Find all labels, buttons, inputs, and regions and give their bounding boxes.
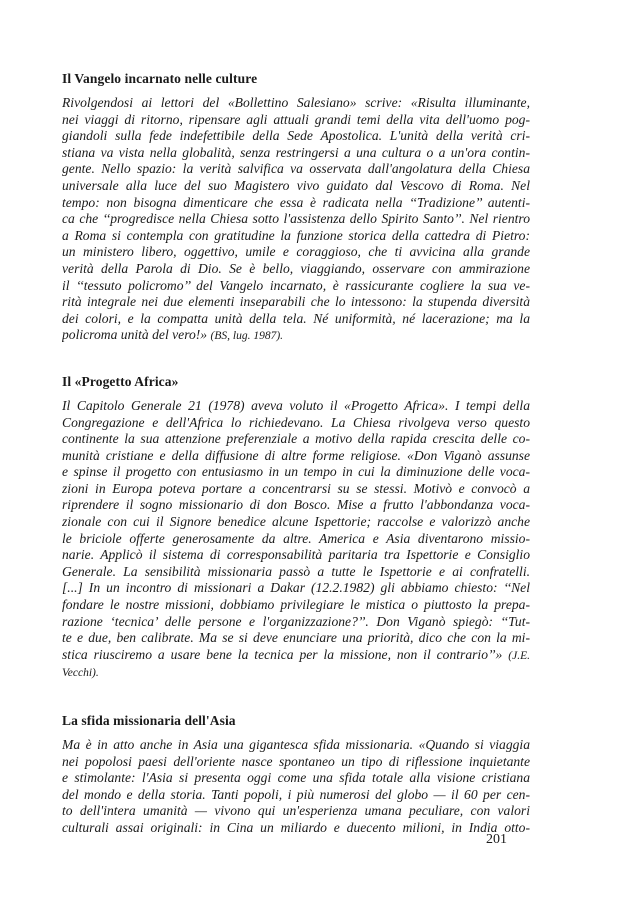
text-line: tempo: non bisogna dimenticare che essa è radicata nella ‘‘Tradizione’’ autenti- — [62, 194, 530, 210]
text-line: te e due, ben calibrate. Ma se si deve enunciare una priorità, dico che con la mi- — [62, 630, 530, 646]
text-line: zioni in Europa poteva portare a concentrarsi su se stessi. Motivò e convocò a — [62, 480, 530, 496]
section-vangelo-incarnato — [62, 70, 530, 345]
text-line: stiana va vista nella globalità, senza restringersi a una cultura o a un'ora contin- — [62, 144, 530, 160]
text-line: munità cristiane e della diffusione di altre forme religiose. «Don Viganò assunse — [62, 447, 530, 463]
page-body — [62, 70, 530, 837]
text-line: razione ‘tecnica’ delle persone e l'organizzazione?’’. Don Viganò spiegò: ‘‘Tut- — [62, 613, 530, 629]
section-paragraph — [62, 737, 530, 837]
text-line: Ma è in atto anche in Asia una gigantesca sfida missionaria. «Quando si viaggia — [62, 737, 530, 752]
section-progetto-africa — [62, 373, 530, 682]
text-line-body: stica riusciremo a usare bene la tecnica per la missione, non il contrario’’» — [62, 646, 503, 662]
text-line: gente. Nello spazio: la verità salvifica va osservata dall'angolatura della Chiesa — [62, 161, 530, 177]
text-line: e spinse il progetto con entusiasmo in un tempo in cui la diminuzione delle voca- — [62, 464, 530, 480]
text-line: nei viaggi di ritorno, ripensare agli attuali grandi temi della vita dell'uomo pog- — [62, 111, 530, 127]
text-line: Rivolgendosi ai lettori del «Bollettino Salesiano» scrive: «Risulta illuminante, — [62, 95, 530, 110]
text-line: continente la sua attenzione preferenziale a motivo della rapida crescita delle co- — [62, 431, 530, 447]
text-line: nei popolosi paesi dell'oriente nasce spontaneo un tipo di riflessione inquietante — [62, 753, 530, 769]
text-line: [...] In un incontro di missionari a Dakar (12.2.1982) gli abbiamo chiesto: ‘‘Nel — [62, 580, 530, 596]
text-line-last — [62, 327, 530, 345]
text-line: Congregazione e dell'Africa lo richiedevano. La Chiesa rivolgeva verso questo — [62, 414, 530, 430]
text-line: del mondo e della storia. Tanti popoli, i più numerosi del globo — il 60 per cen- — [62, 786, 530, 802]
text-line: verità della Parola di Dio. Se è bello, viaggiando, osservare con ammirazione — [62, 260, 530, 276]
text-line: universale alla luce del suo Magistero vivo guidato dal Vescovo di Roma. Nel — [62, 177, 530, 193]
text-line: culturali assai originali: in Cina un miliardo e duecento milioni, in India otto- — [62, 819, 530, 835]
reference-citation: (BS, lug. 1987). — [210, 330, 284, 343]
text-line: le briciole offerte generosamente da altre. America e Asia diventarono missio- — [62, 530, 530, 546]
text-line: to dell'intera umanità — vivono qui un'esperienza umana peculiare, con valori — [62, 803, 530, 819]
text-line: ca che ‘‘progredisce nella Chiesa sotto l'assistenza dello Spirito Santo’’. Nel rientro — [62, 211, 530, 227]
text-line: riprendere il sogno missionario di don Bosco. Mise a frutto l'abbondanza voca- — [62, 497, 530, 513]
text-line: fondare le nostre missioni, dobbiamo privilegiare le mistica o piuttosto la prepa- — [62, 597, 530, 613]
text-line: rità integrale nei due elementi inseparabili che lo intessono: la stupenda diversità — [62, 294, 530, 310]
text-line: giandoli sulla fede indefettibile della Sede Apostolica. L'unità della verità cri- — [62, 128, 530, 144]
section-heading: Il Vangelo incarnato nelle culture — [62, 71, 258, 86]
text-line-end: policroma unità del vero!» — [62, 327, 208, 343]
reference-citation-end: Vecchi). — [62, 667, 99, 680]
text-line: un ministero libero, oggettivo, umile e coraggioso, che ti avvicina alla grande — [62, 244, 530, 260]
section-paragraph — [62, 398, 530, 682]
text-line: Generale. La sensibilità missionaria passò a tutte le Ispettorie e ai confratelli. — [62, 563, 530, 579]
text-line: zionale con cui il Signore benedice alcune Ispettorie; raccolse e valorizzò anche — [62, 514, 530, 530]
reference-citation-start: (J.E. — [508, 649, 530, 662]
text-line: Il Capitolo Generale 21 (1978) aveva voluto il «Progetto Africa». I tempi della — [62, 397, 530, 413]
text-line: a Roma si contempla con gratitudine la funzione storica della cattedra di Pietro: — [62, 227, 530, 243]
section-sfida-asia — [62, 712, 530, 837]
text-line: e stimolante: l'Asia si presenta oggi come una sfida totale alla visione cristiana — [62, 770, 530, 786]
section-heading: La sfida missionaria dell'Asia — [62, 713, 236, 728]
section-paragraph — [62, 95, 530, 345]
section-heading: Il «Progetto Africa» — [62, 373, 179, 389]
text-line: dei colori, e la compatta unità della tela. Né uniformità, né lacerazione; ma la — [62, 310, 530, 326]
text-line — [62, 647, 530, 665]
page-number: 201 — [486, 832, 507, 847]
text-line-last — [62, 664, 530, 682]
text-line: narie. Applicò il sistema di corresponsabilità paritaria tra Ispettorie e Consiglio — [62, 547, 530, 563]
text-line: il ‘‘tessuto policromo’’ del Vangelo incarnato, è rassicurante cogliere la sua ve- — [62, 277, 530, 293]
